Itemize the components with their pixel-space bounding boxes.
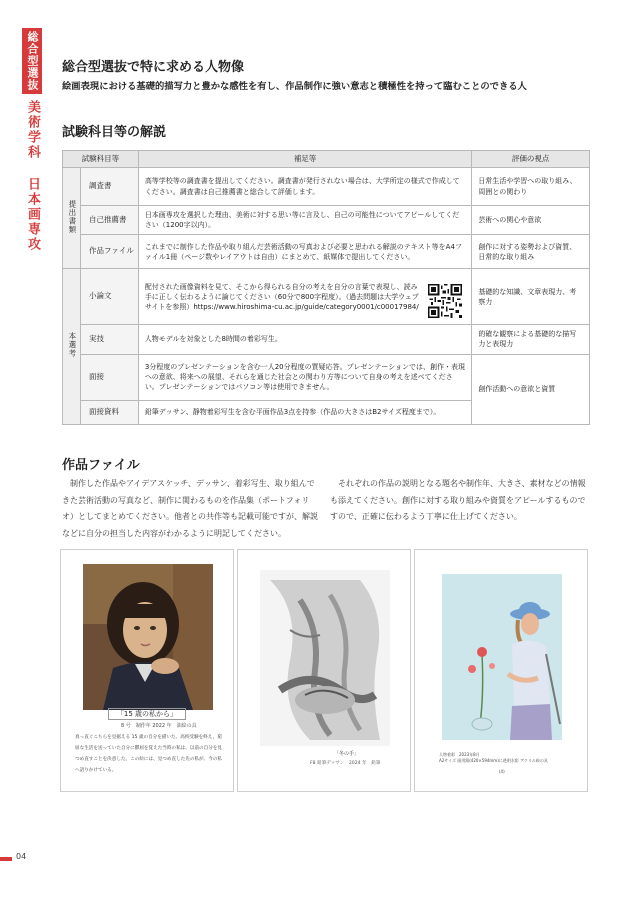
artwork3-number: (4) <box>499 769 505 774</box>
header-note: 補足等 <box>138 151 472 168</box>
table-row <box>63 235 590 269</box>
row-eval: 創作活動への意欲と資質 <box>472 354 590 424</box>
pencil-drawing-image <box>260 570 390 746</box>
qr-code-icon[interactable] <box>428 284 462 318</box>
ideal-student-description: 絵画表現における基礎的描写力と豊かな感性を有し、作品制作に強い意志と積極性を持って臨むことのできる人 <box>62 81 527 92</box>
section-title-exam-subjects: 試験科目等の解説 <box>62 125 167 140</box>
row-eval: 日常生活や学習への取り組み、周囲との関わり <box>472 168 590 206</box>
artwork-card-portrait <box>60 549 234 792</box>
department-label: 美術学科 日本画専攻 <box>25 100 40 252</box>
group-main-selection: 本選考 <box>63 269 81 424</box>
header-subject: 試験科目等 <box>63 151 139 168</box>
section-title-ideal-student: 総合型選抜で特に求める人物像 <box>62 60 245 75</box>
section-title-portfolio: 作品ファイル <box>62 458 140 473</box>
row-subject: 面接資料 <box>80 400 138 424</box>
category-tab: 総合型選抜 <box>22 28 42 94</box>
header-eval: 評価の視点 <box>472 151 590 168</box>
artwork-card-watercolor <box>414 549 588 792</box>
table-row <box>63 325 590 354</box>
row-eval: 創作に対する姿勢および資質、日常的な取り組み <box>472 235 590 269</box>
watercolor-figure-image <box>442 574 562 740</box>
row-note: 配付された画像資料を見て、そこから得られる自分の考えを自分の言葉で表現し、読み手に正しく伝わるように論じてください（60分で800字程度）。（過去問題は大学ウェブサイトを参照）https://www.hiroshima-cu.ac.jp/guide/category0001/c00017984/ <box>138 269 472 325</box>
row-subject: 面接 <box>80 354 138 400</box>
page-number: 04 <box>16 852 27 861</box>
row-subject: 作品ファイル <box>80 235 138 269</box>
row-eval: 芸術への関心や意欲 <box>472 206 590 235</box>
table-header-row <box>63 151 590 168</box>
row-note: 日本画専攻を選択した理由、美術に対する思い等に言及し、自己の可能性についてアピールしてください（1200字以内）。 <box>138 206 472 235</box>
row-subject: 自己推薦書 <box>80 206 138 235</box>
portfolio-paragraph-right: それぞれの作品の説明となる題名や制作年、大きさ、素材などの情報も添えてください。創作に対する取り組みや資質をアピールするものですので、正確に伝わるよう丁寧に仕上げてください。 <box>330 479 586 521</box>
artwork1-meta: 8 号 制作年 2022 年 油絵の具 <box>121 723 197 729</box>
table-row <box>63 269 590 325</box>
group-submission-docs: 提出書類 <box>63 168 81 269</box>
table-row <box>63 206 590 235</box>
row-subject: 小論文 <box>80 269 138 325</box>
row-subject: 実技 <box>80 325 138 354</box>
row-note: 3分程度のプレゼンテーションを含む一人20分程度の質疑応答。プレゼンテーションでは、創作・表現への意欲、将来への展望、それらを通じた社会との関わり方等について自身の考えを述べてください。プレゼンテーションではパソコン等は使用できません。 <box>138 354 472 400</box>
row-note: 人物モデルを対象とした8時間の着彩写生。 <box>138 325 472 354</box>
row-eval: 的確な観察による基礎的な描写力と表現力 <box>472 325 590 354</box>
artwork2-meta: F8 鉛筆デッサン 2024 年 鉛筆 <box>310 761 381 766</box>
row-note: これまでに制作した作品や取り組んだ芸術活動の写真および必要と思われる解説のテキスト等をA4ファイル1冊（ページ数やレイアウトは自由）にまとめて、紙媒体で提出してください。 <box>138 235 472 269</box>
artwork1-title: 「15 歳の私から」 <box>61 709 233 719</box>
table-row <box>63 354 590 400</box>
exam-subjects-table <box>62 150 590 425</box>
artwork2-title: 「冬の手」 <box>334 751 360 757</box>
row-eval: 基礎的な知識、文章表現力、考察力 <box>472 269 590 325</box>
row-subject: 調査書 <box>80 168 138 206</box>
row-note: 高等学校等の調査書を提出してください。調査書が発行されない場合は、大学所定の様式で作成してください。調査書は自己推薦書と総合して評価します。 <box>138 168 472 206</box>
artwork-card-pencil-drawing <box>237 549 411 792</box>
artwork3-meta: 人物着彩 2023年8月 A2サイズ 画用紙(420×594mm)に透明水彩 アクリル絵の具 <box>439 752 548 763</box>
page-marker <box>0 857 12 861</box>
portrait-painting-image <box>83 564 213 710</box>
table-row <box>63 168 590 206</box>
artwork1-description: 真っ直ぐこちらを見据える 15 歳の自分を描いた。高校受験を終え、窮屈な生活を送っていた自分に鬱屈を覚えた当時の私は、以前の自分を見つめ直すことを決意した。この絵には、見つめ直した先の私が、今の私へ語りかけている。 <box>75 735 223 773</box>
row-note: 鉛筆デッサン、静物着彩写生を含む平面作品3点を持参（作品の大きさはB2サイズ程度まで）。 <box>138 400 472 424</box>
portfolio-paragraph-left: 制作した作品やアイデアスケッチ、デッサン、着彩写生、取り組んできた芸術活動の写真など、制作に関わるものを作品集（ポートフォリオ）としてまとめてください。他者との共作等も記載可能ですが、解説などに自分の担当した内容がわかるように明記してください。 <box>62 479 318 538</box>
